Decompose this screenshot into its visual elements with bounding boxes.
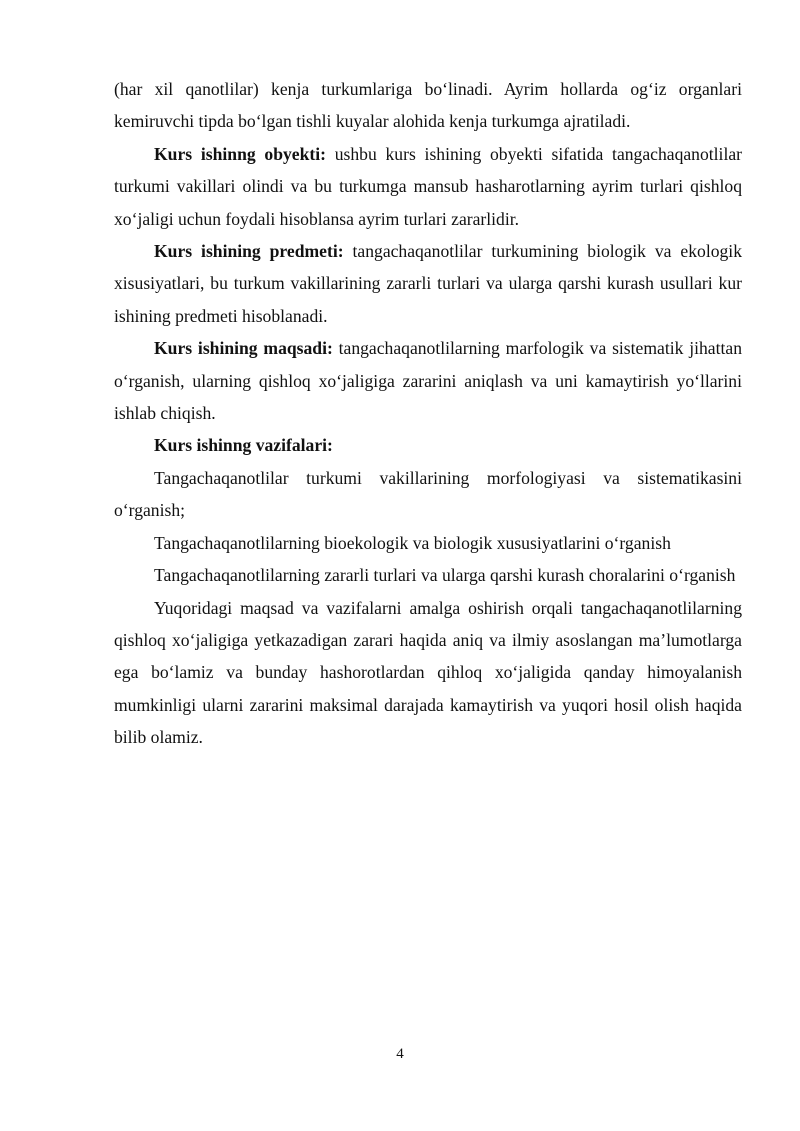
paragraph-text: Tangachaqanotlilar turkumi vakillarining morfologiyasi va sistematikasini o‘rganish; xyxy=(114,467,742,521)
paragraph-course-object xyxy=(114,138,742,235)
paragraph-text: (har xil qanotlilar) kenja turkumlariga bo‘linadi. Ayrim hollarda og‘iz organlari kemiruvchi tipda bo‘lgan tishli kuyalar alohida kenja turkumga ajratiladi. xyxy=(114,79,742,132)
body-text xyxy=(114,73,742,754)
heading-course-goal: Kurs ishining maqsadi: xyxy=(154,338,333,359)
paragraph-text: tangachaqanotlilarning marfologik va sistematik jihattan o‘rganish, ularning qishloq xo‘jaligiga zararini aniqlash va uni kamaytirish yo‘llarini ishlab chiqish. xyxy=(114,338,742,424)
paragraph-text: Tangachaqanotlilarning bioekologik va biologik xususiyatlarini o‘rganish xyxy=(154,532,671,553)
heading-course-tasks: Kurs ishinng vazifalari: xyxy=(154,435,333,456)
heading-course-object: Kurs ishinng obyekti: xyxy=(154,143,326,164)
paragraph-text: Tangachaqanotlilarning zararli turlari va ularga qarshi kurash choralarini o‘rganish xyxy=(154,565,736,586)
paragraph-text: ushbu kurs ishining obyekti sifatida tangachaqanotlilar turkumi vakillari olindi va bu turkumga mansub hasharotlarning ayrim turlari qishloq xo‘jaligi uchun foydali hisoblansa ayrim turlari zararlidir. xyxy=(114,143,742,229)
paragraph-task-2 xyxy=(114,527,742,559)
paragraph-text: Yuqoridagi maqsad va vazifalarni amalga oshirish orqali tangachaqanotlilarning qishloq xo‘jaligiga yetkazadigan zarari haqida aniq va ilmiy asoslangan ma’lumotlarga ega bo‘lamiz va bunday hashorotlardan qihloq xo‘jaligida qanday himoyalanish mumkinligi ularni zararini maksimal darajada kamaytirish va yuqori hosil olish haqida bilib olamiz. xyxy=(114,597,742,748)
paragraph-continuation xyxy=(114,73,742,138)
paragraph-course-subject xyxy=(114,235,742,332)
paragraph-task-3 xyxy=(114,559,742,591)
page-number: 4 xyxy=(396,1046,404,1062)
heading-course-subject: Kurs ishining predmeti: xyxy=(154,241,344,262)
paragraph-text: tangachaqanotlilar turkumining biologik va ekologik xisusiyatlari, bu turkum vakillarining zararli turlari va ularga qarshi kurash usullari kur ishining predmeti hisoblanadi. xyxy=(114,241,742,326)
paragraph-conclusion xyxy=(114,592,742,754)
paragraph-task-1 xyxy=(114,462,742,527)
paragraph-tasks-heading xyxy=(114,429,742,461)
paragraph-course-goal xyxy=(114,332,742,429)
